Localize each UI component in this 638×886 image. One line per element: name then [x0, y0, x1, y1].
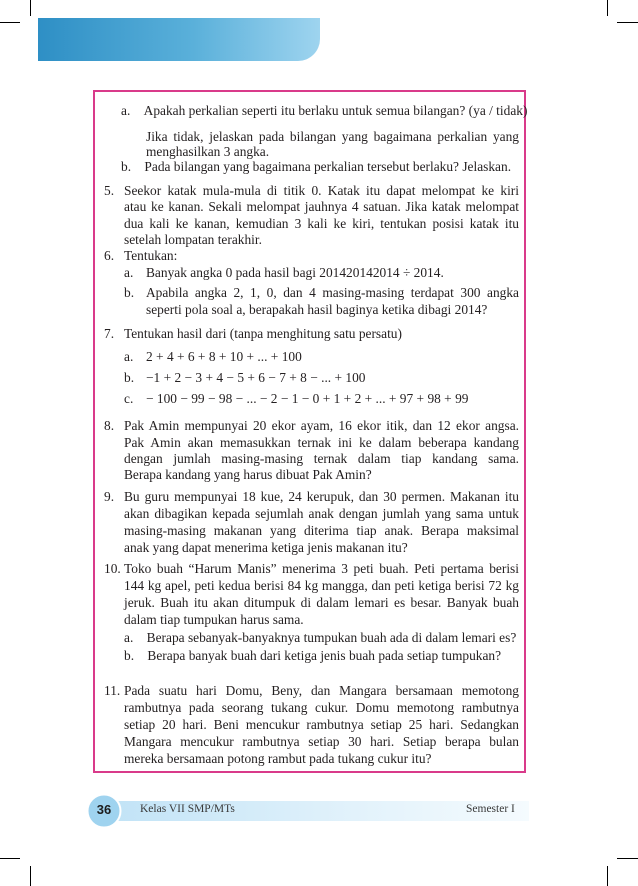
header-band — [38, 18, 320, 61]
crop-mark — [0, 858, 20, 859]
q6b-text-line-1: Apabila angka 2, 1, 0, dan 4 masing-masing terdapat 300 angka — [146, 285, 519, 300]
semester-label: Semester I — [466, 803, 515, 815]
q9-text-line-3: masing-masing makanan yang diterima tiap anak. Berapa maksimal — [124, 523, 519, 538]
q11-text-line-3: setiap 20 hari. Beni mencukur rambutnya setiap 25 hari. Sedangkan — [124, 717, 519, 732]
q5-text-line-1: Seekor katak mula-mula di titik 0. Katak itu dapat melompat ke kiri — [124, 183, 519, 198]
crop-mark — [617, 22, 638, 23]
q5-number: 5. — [104, 183, 115, 198]
q9-text-line-4: anak yang dapat menerima ketiga jenis makanan itu? — [124, 540, 408, 555]
q5-text-line-3: dua kali ke kanan, kemudian 3 kali ke kiri, tentukan posisi katak itu — [124, 216, 519, 231]
q4a-explain-line-1: Jika tidak, jelaskan pada bilangan yang bagaimana perkalian yang — [146, 129, 519, 144]
q10-text-line-4: dalam tiap tumpukan harus sama. — [124, 612, 304, 627]
q9-text-line-1: Bu guru mempunyai 18 kue, 24 kerupuk, dan 30 permen. Makanan itu — [124, 489, 519, 504]
q7c-expression: − 100 − 99 − 98 − ... − 2 − 1 − 0 + 1 + 2 + ... + 97 + 98 + 99 — [146, 391, 469, 406]
q10-text-line-1: Toko buah “Harum Manis” menerima 3 peti buah. Peti pertama berisi — [124, 561, 519, 576]
q7-number: 7. — [104, 326, 115, 341]
q10-number: 10. — [104, 561, 121, 576]
book-title: Kelas VII SMP/MTs — [140, 803, 235, 815]
crop-mark — [0, 22, 20, 23]
crop-mark — [617, 858, 638, 859]
q10a-line: a. Berapa sebanyak-banyaknya tumpukan buah ada di dalam lemari es? — [124, 630, 517, 645]
crop-mark — [30, 866, 31, 886]
page-number: 36 — [96, 802, 112, 817]
q8-text-line-4: Berapa kandang yang harus dibuat Pak Amin? — [124, 467, 372, 482]
q7b-expression: −1 + 2 − 3 + 4 − 5 + 6 − 7 + 8 − ... + 100 — [146, 370, 366, 385]
q10-text-line-2: 144 kg apel, peti kedua berisi 84 kg mangga, dan peti ketiga berisi 72 kg — [124, 578, 519, 593]
q6-text: Tentukan: — [124, 248, 178, 263]
q8-text-line-1: Pak Amin mempunyai 20 ekor ayam, 16 ekor itik, dan 12 ekor angsa. — [124, 418, 519, 433]
crop-mark — [30, 0, 31, 16]
q11-text-line-5: mereka bersamaan potong rambut pada tukang cukur itu? — [124, 751, 432, 766]
q4a-explain-line-2: menghasilkan 3 angka. — [146, 144, 270, 159]
q11-number: 11. — [104, 683, 121, 698]
q6a-label: a. — [124, 265, 134, 280]
q7a-expression: 2 + 4 + 6 + 8 + 10 + ... + 100 — [146, 349, 302, 364]
q11-text-line-2: rambutnya pada seorang tukang cukur. Domu memotong rambutnya — [124, 700, 519, 715]
q9-text-line-2: akan dibagikan kepada sejumlah anak dengan jumlah yang sama untuk — [124, 506, 519, 521]
q10b-line: b. Berapa banyak buah dari ketiga jenis buah pada setiap tumpukan? — [124, 648, 502, 663]
q6-number: 6. — [104, 248, 115, 263]
q6b-label: b. — [124, 285, 135, 300]
q6b-text-line-2: seperti pola soal a, berapakah hasil baginya ketika dibagi 2014? — [146, 302, 488, 317]
crop-mark — [607, 866, 608, 886]
q10-text-line-3: jeruk. Buah itu akan ditumpuk di dalam lemari es besar. Banyak buah — [124, 595, 519, 610]
q8-number: 8. — [104, 418, 115, 433]
q5-text-line-4: setelah lompatan terakhir. — [124, 232, 262, 247]
q8-text-line-3: dengan jumlah masing-masing ternak dalam tiap kandang sama. — [124, 451, 519, 466]
q4a-line: a. Apakah perkalian seperti itu berlaku untuk semua bilangan? (ya / tidak) — [121, 103, 528, 118]
q11-text-line-1: Pada suatu hari Domu, Beny, dan Mangara bersamaan memotong — [124, 683, 519, 698]
q6a-text: Banyak angka 0 pada hasil bagi 201420142014 ÷ 2014. — [146, 265, 444, 280]
q7-text: Tentukan hasil dari (tanpa menghitung satu persatu) — [124, 326, 402, 341]
q9-number: 9. — [104, 489, 115, 504]
q5-text-line-2: atau ke kanan. Sekali melompat jauhnya 4 satuan. Jika katak melompat — [124, 199, 519, 214]
q7b-label: b. — [124, 370, 135, 385]
q7c-label: c. — [124, 391, 134, 406]
crop-mark — [607, 0, 608, 16]
q8-text-line-2: Pak Amin akan memasukkan ternak ini ke dalam beberapa kandang — [124, 435, 519, 450]
q7a-label: a. — [124, 349, 134, 364]
q4b-line: b. Pada bilangan yang bagaimana perkalian tersebut berlaku? Jelaskan. — [121, 159, 512, 174]
q11-text-line-4: Mangara mencukur rambutnya setiap 30 hari. Setiap berapa bulan — [124, 734, 519, 749]
